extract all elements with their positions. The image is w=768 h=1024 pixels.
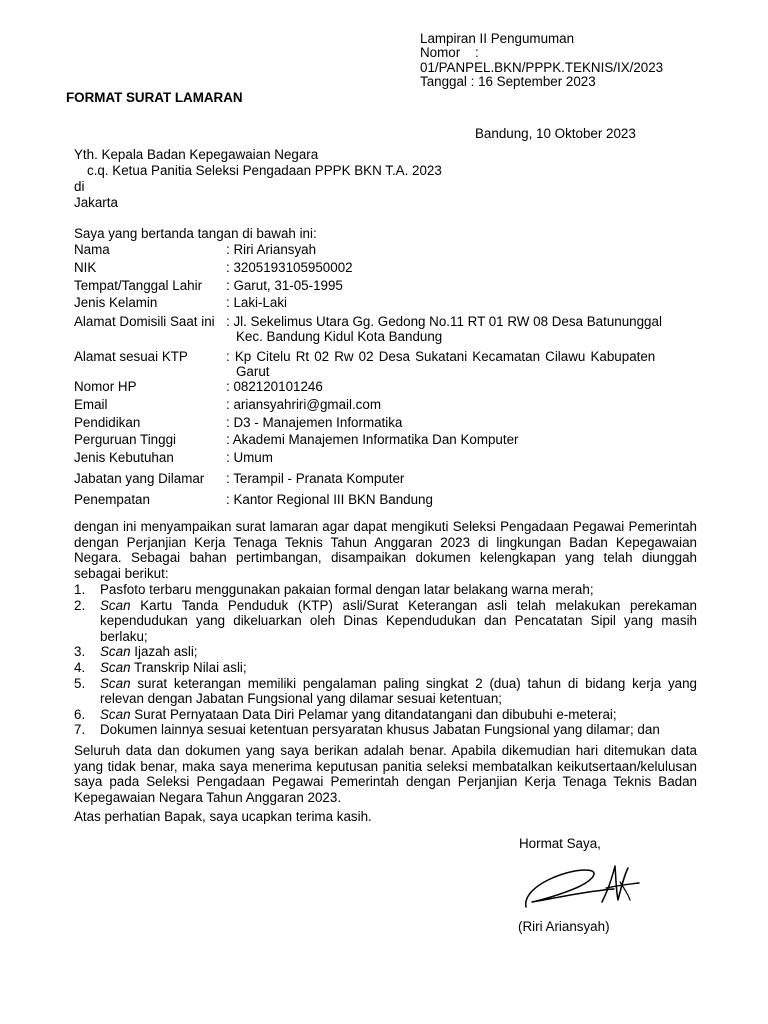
field-row [74,313,698,348]
nomor-label: Nomor : [420,45,479,61]
statement-paragraph: Seluruh data dan dokumen yang saya berikan adalah benar. Apabila dikemudian hari ditemukan data yang tidak benar, maka saya menerima keputusan panitia seleksi membatalkan keikutsertaan/kelulusan saya pada Seleksi Pengadaan Pegawai Pemerintah dengan Perjanjian Kerja Tenaga Teknis Badan Kepegawaian Negara Tahun Anggaran 2023. [74,743,697,805]
list-text [100,676,697,707]
list-item [74,644,697,660]
field-label: Jenis Kelamin [74,295,158,310]
field-row [74,278,698,295]
field-label: Penempatan [74,492,150,507]
list-text-body: Kartu Tanda Penduduk (KTP) asli/Surat Keterangan asli telah melakukan perekaman kependudukan yang dikeluarkan oleh Dinas Kependudukan dan Pencatatan Sipil yang masih berlaku; [100,597,697,644]
list-number: 7. [74,722,86,738]
scan-word: Scan [100,644,131,660]
field-row [74,260,698,278]
field-row [74,379,698,397]
list-text-body: Transkrip Nilai asli; [130,659,247,675]
list-text-body: Pasfoto terbaru menggunakan pakaian formal dengan latar belakang warna merah; [100,582,594,597]
list-text [100,722,697,738]
requirements-list [74,582,697,738]
nomor-value: 01/PANPEL.BKN/PPPK.TEKNIS/IX/2023 [420,59,664,75]
field-value: : Terampil - Pranata Komputer [226,471,405,486]
recipient-block [74,147,442,211]
field-row [74,242,698,260]
document-title: FORMAT SURAT LAMARAN [66,90,243,105]
list-text [100,598,697,645]
field-value: : Umum [226,450,273,465]
field-label: Jenis Kebutuhan [74,450,174,465]
field-row [74,348,698,379]
signature-icon [520,858,642,916]
field-value: : 3205193105950002 [226,260,353,275]
list-item [74,660,697,676]
recipient-line-3: di [74,179,85,194]
field-value: : Jl. Sekelimus Utara Gg. Gedong No.11 RT 01 RW 08 Desa Batununggal [226,314,662,329]
list-text [100,582,697,598]
field-value: : D3 - Manajemen Informatika [226,415,403,430]
list-number: 4. [74,659,86,675]
field-label: Jabatan yang Dilamar [74,471,205,486]
field-label: NIK [74,260,97,275]
list-number: 2. [74,597,86,613]
signer-name: (Riri Ariansyah) [518,919,610,934]
field-row [74,469,698,492]
field-label: Perguruan Tinggi [74,432,176,447]
scan-word: Scan [100,675,131,691]
list-text-body: surat keterangan memiliki pengalaman paling singkat 2 (dua) tahun di bidang kerja yang relevan dengan Jabatan Fungsional yang dilamar sesuai ketentuan; [100,675,697,707]
field-value: : Riri Ariansyah [226,242,317,257]
field-label: Nama [74,242,110,257]
field-label: Alamat Domisili Saat ini [74,314,215,329]
field-label: Pendidikan [74,415,141,430]
list-item [74,582,697,598]
field-value: : Laki-Laki [226,295,288,310]
field-row [74,450,698,469]
recipient-line-2: c.q. Ketua Panitia Seleksi Pengadaan PPPK BKN T.A. 2023 [87,163,442,178]
field-value: : Garut, 31-05-1995 [226,278,343,293]
intro-text: Saya yang bertanda tangan di bawah ini: [74,226,317,241]
list-item [74,598,697,645]
list-item [74,676,697,707]
field-label: Nomor HP [74,379,137,394]
field-value: : 082120101246 [226,379,323,394]
field-label: Email [74,397,108,412]
list-number: 1. [74,582,86,597]
scan-word: Scan [100,659,131,675]
list-text [100,660,697,676]
place-date: Bandung, 10 Oktober 2023 [475,126,636,141]
list-text-body: Dokumen lainnya sesuai ketentuan persyaratan khusus Jabatan Fungsional yang dilamar; dan [100,722,660,738]
recipient-line-4: Jakarta [74,195,118,210]
list-text [100,707,697,723]
field-value-multiline [226,349,698,379]
field-label: Alamat sesuai KTP [74,349,188,364]
attachment-reference [420,32,663,89]
field-row [74,295,698,313]
scan-word: Scan [100,706,131,722]
applicant-fields [74,242,698,510]
body-paragraph: dengan ini menyampaikan surat lamaran agar dapat mengikuti Seleksi Pengadaan Pegawai Pemerintah dengan Perjanjian Kerja Tenaga Teknis Tahun Anggaran 2023 di lingkungan Badan Kepegawaian Negara. Sebagai bahan pertimbangan, disampaikan dokumen kelengkapan yang telah diunggah sebagai berikut: [74,519,697,581]
field-value-continued: Garut [236,364,270,379]
recipient-line-1: Yth. Kepala Badan Kepegawaian Negara [74,147,319,162]
field-label: Tempat/Tanggal Lahir [74,278,203,293]
field-value: : Akademi Manajemen Informatika Dan Komputer [226,432,519,447]
field-row [74,397,698,415]
field-row [74,432,698,450]
field-row [74,415,698,432]
list-number: 6. [74,706,86,722]
list-number: 3. [74,644,86,660]
list-item [74,722,697,738]
list-text [100,644,697,660]
list-text-body: Surat Pernyataan Data Diri Pelamar yang ditandatangani dan dibubuhi e-meterai; [130,706,617,722]
scan-word: Scan [100,597,131,613]
field-value: : Kantor Regional III BKN Bandung [226,492,433,507]
list-number: 5. [74,675,86,691]
list-item [74,707,697,723]
field-value: : ariansyahriri@gmail.com [226,397,381,412]
field-value-multiline [226,314,698,348]
field-row [74,492,698,510]
attachment-label: Lampiran II Pengumuman [420,31,575,46]
closing-salutation: Hormat Saya, [519,836,601,851]
thanks-paragraph: Atas perhatian Bapak, saya ucapkan terima kasih. [74,809,372,824]
tanggal-line: Tanggal : 16 September 2023 [420,73,596,89]
field-value-continued: Kec. Bandung Kidul Kota Bandung [236,329,443,344]
field-value: : Kp Citelu Rt 02 Rw 02 Desa Sukatani Kecamatan Cilawu Kabupaten [226,349,656,364]
list-text-body: Ijazah asli; [130,644,198,660]
